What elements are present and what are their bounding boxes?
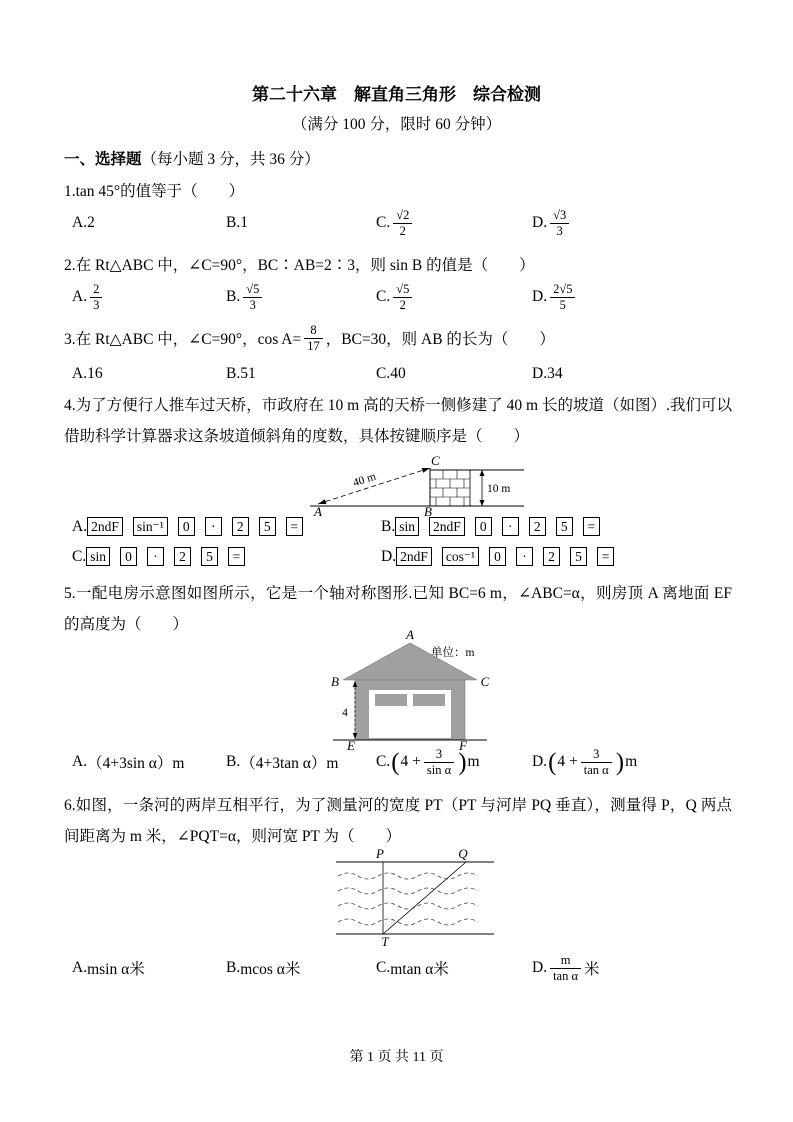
calc-key: = <box>286 517 303 536</box>
question-4-text: 4.为了方便行人推车过天桥，市政府在 10 m 高的天桥一侧修建了 40 m 长的坡道（如图）.我们可以借助科学计算器求这条坡道倾斜角的度数，具体按键顺序是（ ） <box>64 397 732 445</box>
calc-key: 5 <box>570 547 587 566</box>
fraction-numerator: √3 <box>550 208 569 223</box>
point-label-p: P <box>376 846 384 861</box>
calc-key: 5 <box>556 517 573 536</box>
option-label: C. <box>376 214 391 231</box>
q5-option-b <box>226 751 376 773</box>
fraction-numerator: √5 <box>393 282 412 297</box>
point-label-a: A <box>406 630 414 642</box>
height-label: 4 <box>342 707 348 719</box>
option-value: 16 <box>87 365 103 382</box>
section-heading: 一、选择题 <box>64 151 142 168</box>
fraction <box>550 208 569 238</box>
point-label-c: C <box>431 454 440 468</box>
option-value: 51 <box>240 365 256 382</box>
fraction-denominator: 3 <box>93 297 100 312</box>
option-value: （4+3tan α）m <box>240 755 339 772</box>
point-label-b: B <box>424 504 432 516</box>
fraction <box>424 747 454 777</box>
q3-option-a <box>72 365 226 383</box>
option-expression: 4 + <box>557 753 578 770</box>
calc-key: cos⁻¹ <box>442 547 479 566</box>
calc-key: 2 <box>529 517 546 536</box>
question-6-text: 6.如图，一条河的两岸互相平行，为了测量河的宽度 PT（PT 与河岸 PQ 垂直），测量得 P，Q 两点间距离为 m 米，∠PQT=α，则河宽 PT 为（ ） <box>64 797 732 845</box>
fraction-denominator: tan α <box>583 762 609 777</box>
fraction <box>304 323 323 353</box>
q1-option-a <box>72 214 226 232</box>
section-note: （每小题 3 分，共 36 分） <box>141 151 320 168</box>
option-value: 1 <box>240 214 248 231</box>
option-unit: 米 <box>584 961 600 978</box>
question-2-options <box>72 276 748 318</box>
fraction-numerator: 2 <box>90 282 102 297</box>
question-3-options <box>72 362 748 386</box>
option-unit: m <box>625 753 638 770</box>
ramp-figure <box>302 454 532 516</box>
q1-option-c <box>376 208 532 238</box>
option-label: A. <box>72 959 88 976</box>
option-label: B. <box>226 959 241 976</box>
q6-option-a <box>72 957 226 979</box>
q4-option-b <box>381 517 748 536</box>
option-label: D. <box>532 959 548 976</box>
option-label: B. <box>381 517 396 535</box>
question-2-text: 2.在 Rt△ABC 中，∠C=90°，BC∶AB=2∶3，则 sin B 的值是（ ） <box>64 257 535 274</box>
open-paren: ( <box>548 748 557 776</box>
option-label: B. <box>226 365 241 382</box>
q5-option-a <box>72 751 226 773</box>
arrowhead-icon <box>422 468 430 473</box>
height-label: 10 m <box>487 483 511 495</box>
q4-option-d <box>381 547 748 566</box>
option-label: D. <box>532 365 548 382</box>
option-label: D. <box>381 547 397 565</box>
fraction-denominator: 17 <box>307 338 320 353</box>
fraction-numerator: 3 <box>424 747 454 762</box>
point-label-f: F <box>459 738 467 750</box>
fraction <box>550 953 581 983</box>
q3-option-d <box>532 365 748 383</box>
question-5-text: 5.一配电房示意图如图所示，它是一个轴对称图形.已知 BC=6 m，∠ABC=α，则房顶 A 离地面 EF 的高度为（ ） <box>64 585 732 633</box>
option-value: 40 <box>390 365 406 382</box>
option-label: D. <box>532 288 548 305</box>
option-label: A. <box>72 517 88 535</box>
option-value: 34 <box>547 365 563 382</box>
fraction-denominator: 5 <box>559 297 566 312</box>
option-label: A. <box>72 214 88 231</box>
doc-title: 第二十六章 解直角三角形 综合检测 <box>252 85 541 104</box>
option-label: B. <box>226 288 241 305</box>
option-value: 2 <box>87 214 95 231</box>
option-label: D. <box>532 753 548 770</box>
fraction-denominator: 3 <box>556 223 563 238</box>
calc-key: · <box>502 517 519 536</box>
page-footer: 第 1 页 共 11 页 <box>349 1050 444 1065</box>
fraction-numerator: 3 <box>581 747 612 762</box>
fraction <box>550 282 575 312</box>
calc-key: 2 <box>232 517 249 536</box>
fraction-denominator: sin α <box>426 762 452 777</box>
fraction <box>243 282 262 312</box>
option-label: A. <box>72 288 88 305</box>
point-label-c: C <box>480 674 490 689</box>
ramp-length-label: 40 m <box>351 470 378 490</box>
water-waves <box>338 873 478 925</box>
option-unit: m <box>467 753 480 770</box>
q3-option-c <box>376 365 532 383</box>
q5-option-d <box>532 747 748 777</box>
calc-key: · <box>516 547 533 566</box>
fraction-denominator: 3 <box>249 297 256 312</box>
fraction-numerator: 2√5 <box>550 282 575 297</box>
point-label-a: A <box>314 504 322 516</box>
section-heading-line <box>64 144 732 175</box>
calc-key: sin⁻¹ <box>133 517 168 536</box>
arrowhead-icon <box>480 500 485 506</box>
calc-key: sin <box>395 517 419 536</box>
calc-key: 0 <box>489 547 506 566</box>
window-right <box>413 694 445 706</box>
question-3-text <box>64 318 732 358</box>
option-value: msin α米 <box>87 961 145 978</box>
q6-option-c <box>376 957 532 979</box>
q2-option-d <box>532 282 748 312</box>
q3-option-b <box>226 365 376 383</box>
option-label: B. <box>226 753 241 770</box>
option-label: C. <box>376 288 391 305</box>
house-figure <box>325 630 495 750</box>
q4-option-c <box>72 547 381 566</box>
q5-option-c <box>376 747 532 777</box>
question-6-options <box>72 948 748 988</box>
option-label: C. <box>376 753 391 770</box>
fraction-numerator: √5 <box>243 282 262 297</box>
option-label: C. <box>376 959 391 976</box>
calc-key: 2ndF <box>87 517 123 536</box>
fraction-denominator: 2 <box>399 297 406 312</box>
brick-pattern <box>430 470 470 506</box>
fraction-numerator: 8 <box>304 323 323 338</box>
calc-key: sin <box>86 547 110 566</box>
q2-option-b <box>226 282 376 312</box>
q1-option-d <box>532 208 748 238</box>
close-paren: ) <box>458 748 467 776</box>
q2-option-a <box>72 282 226 312</box>
question-5-options <box>72 742 748 782</box>
fraction <box>581 747 612 777</box>
calc-key: = <box>583 517 600 536</box>
fraction <box>393 282 412 312</box>
open-paren: ( <box>391 748 400 776</box>
calc-key: 2 <box>174 547 191 566</box>
q6-option-b <box>226 957 376 979</box>
fraction <box>90 282 102 312</box>
q3-text-pre: 3.在 Rt△ABC 中，∠C=90°，cos A= <box>64 331 302 348</box>
point-label-b: B <box>331 674 339 689</box>
arrowhead-icon <box>480 470 485 476</box>
calc-key: = <box>228 547 245 566</box>
calc-key: · <box>205 517 222 536</box>
point-label-e: E <box>347 738 355 750</box>
calc-key: · <box>147 547 164 566</box>
question-4-options-row-2 <box>72 547 748 566</box>
point-label-q: Q <box>458 846 468 861</box>
calc-key: 5 <box>259 517 276 536</box>
question-1-options <box>72 202 748 244</box>
option-label: A. <box>72 365 88 382</box>
calc-key: 2ndF <box>429 517 465 536</box>
unit-label: 单位：m <box>431 647 475 659</box>
question-4-options-row-1 <box>72 517 748 536</box>
option-value: （4+3sin α）m <box>87 755 185 772</box>
calc-key: 0 <box>475 517 492 536</box>
calc-key: 0 <box>178 517 195 536</box>
option-label: A. <box>72 753 88 770</box>
option-label: C. <box>376 365 391 382</box>
q6-option-d <box>532 953 748 983</box>
calc-key: = <box>597 547 614 566</box>
option-label: C. <box>72 547 87 565</box>
window-left <box>375 694 407 706</box>
q4-option-a <box>72 517 381 536</box>
fraction-denominator: 2 <box>399 223 406 238</box>
option-label: D. <box>532 214 548 231</box>
sight-line-qt <box>383 862 466 934</box>
fraction-denominator: tan α <box>553 968 579 983</box>
fraction <box>393 208 412 238</box>
point-label-t: T <box>381 934 389 948</box>
close-paren: ) <box>615 748 625 776</box>
q1-option-b <box>226 214 376 232</box>
q3-text-post: ，BC=30，则 AB 的长为（ ） <box>325 331 555 348</box>
fraction-numerator: m <box>550 953 581 968</box>
option-value: mtan α米 <box>390 961 449 978</box>
question-1-text: 1.tan 45°的值等于（ ） <box>64 183 245 200</box>
q2-option-c <box>376 282 532 312</box>
calc-key: 2ndF <box>396 547 432 566</box>
option-expression: 4 + <box>400 753 421 770</box>
option-label: B. <box>226 214 241 231</box>
calc-key: 0 <box>120 547 137 566</box>
calc-key: 5 <box>201 547 218 566</box>
doc-subtitle: （满分 100 分，限时 60 分钟） <box>291 116 502 133</box>
option-value: mcos α米 <box>240 961 301 978</box>
calc-key: 2 <box>543 547 560 566</box>
river-figure <box>330 846 500 948</box>
fraction-numerator: √2 <box>393 208 412 223</box>
